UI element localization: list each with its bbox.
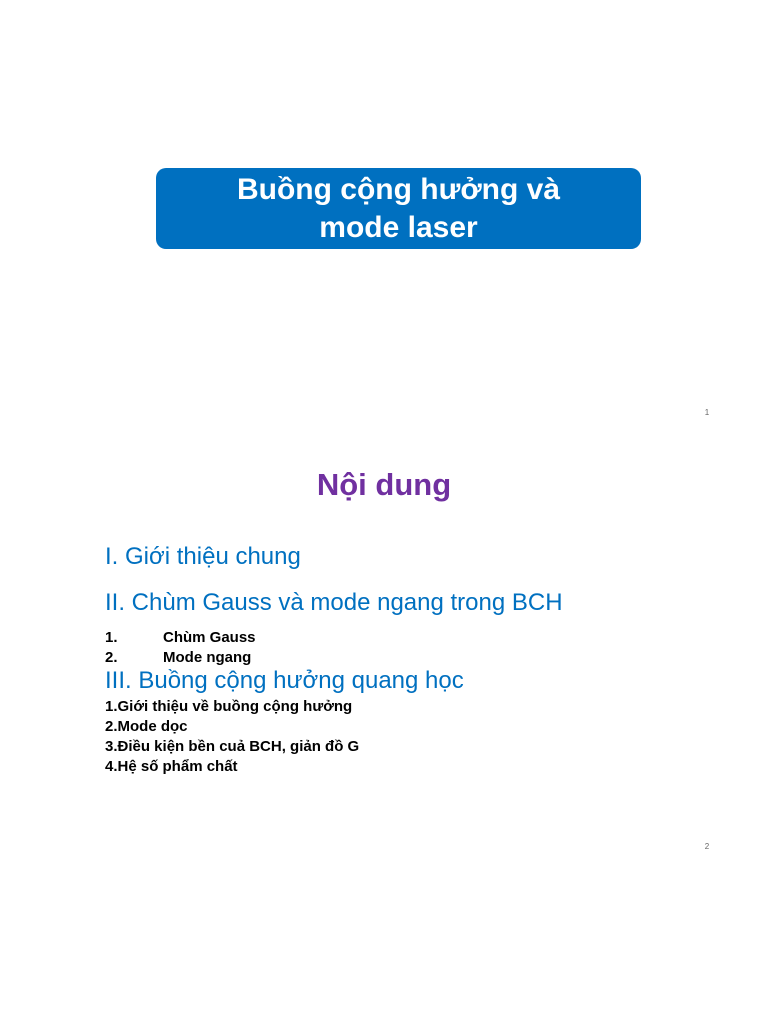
list-item [105, 628, 256, 648]
page-number: 1 [704, 408, 710, 417]
slide-1 [0, 0, 768, 432]
list-item: 4.Hệ số phẩm chất [105, 758, 238, 775]
subsection-list [105, 697, 359, 777]
section-heading: III. Buồng cộng hưởng quang học [105, 667, 464, 694]
list-item [105, 648, 256, 668]
content-title: Nội dung [316, 467, 452, 502]
title-box [156, 168, 641, 249]
section-heading: II. Chùm Gauss và mode ngang trong BCH [105, 589, 563, 616]
list-item-number: 1. [105, 629, 118, 646]
list-item: 3.Điều kiện bền cuả BCH, giản đồ G [105, 738, 360, 755]
list-item-number: 2. [105, 649, 118, 666]
section-heading: I. Giới thiệu chung [105, 543, 301, 570]
list-item-text: Chùm Gauss [163, 629, 256, 646]
subsection-list [105, 628, 256, 668]
list-item: 2.Mode dọc [105, 718, 188, 735]
list-item: 1.Giới thiệu về buồng cộng hưởng [105, 698, 353, 715]
slide-title: Buồng cộng hưởng và mode laser [236, 172, 561, 244]
list-item-text: Mode ngang [163, 649, 252, 666]
page-number: 2 [704, 842, 710, 851]
slide-2 [0, 432, 768, 864]
